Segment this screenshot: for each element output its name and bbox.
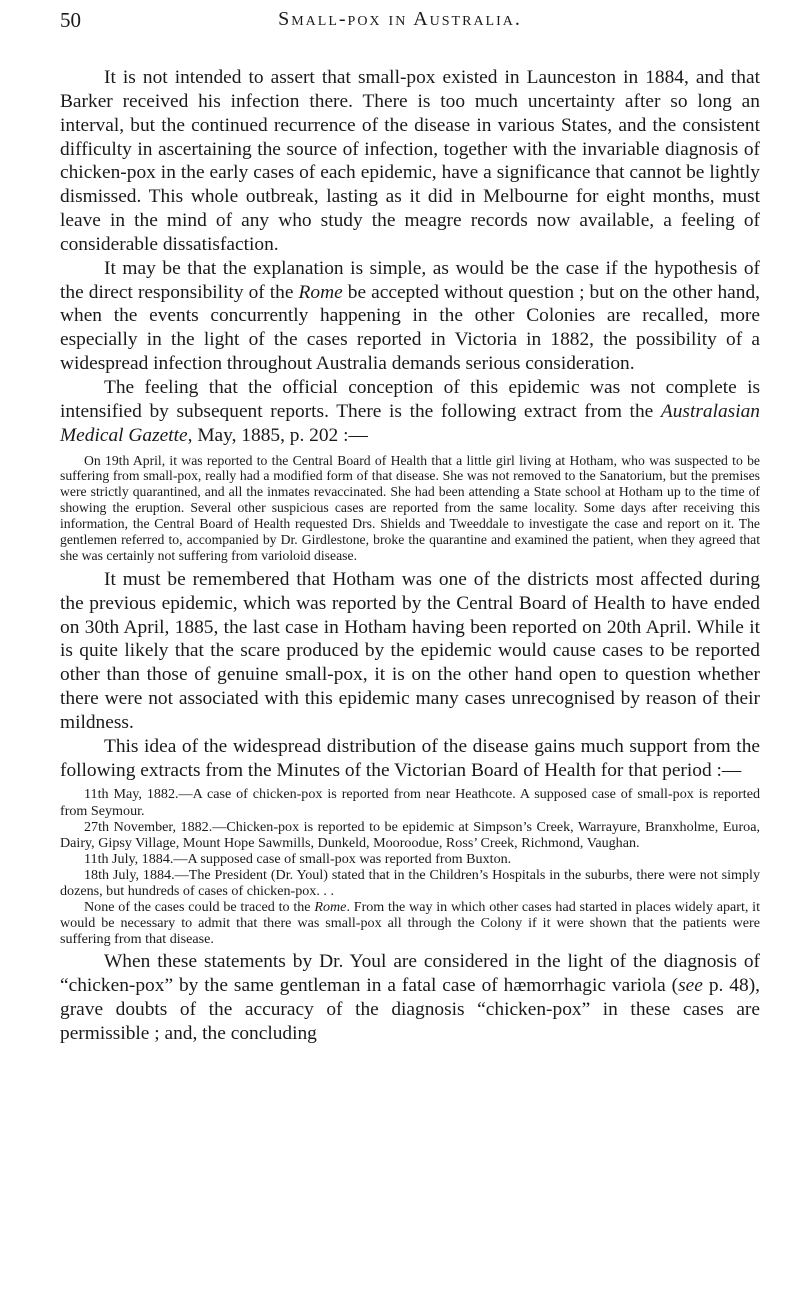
board-minutes-extracts xyxy=(60,786,760,947)
minute-entry: 18th July, 1884.—The President (Dr. Youl) stated that in the Children’s Hospitals in the suburbs, there were not simply dozens, but hundreds of cases of chicken-pox. . . xyxy=(60,866,760,899)
paragraph-hypothesis-end: be accepted without question ; but on the other hand, when the events concurrently happening in the other Colonies are recalled, more especially in the light of the cases reported in Victoria in 1882, the possibility of a widespread infection throughout Australia demands serious consideration. xyxy=(60,281,760,375)
paragraph-widespread: This idea of the widespread distribution of the disease gains much support from the following extracts from the Minutes of the Victorian Board of Health for that period :— xyxy=(60,735,760,781)
paragraph-dr-youl xyxy=(60,950,760,1045)
page-number: 50 xyxy=(60,8,81,32)
paragraph-launceston: It is not intended to assert that small-pox existed in Launceston in 1884, and that Barker received his infection there. There is too much uncertainty after so long an interval, but the continued recurrence of the disease in various States, and the consistent difficulty in ascertaining the source of infection, together with the invariable diagnosis of chicken-pox in the early cases of each epidemic, have a significance that cannot be lightly dismissed. This whole outbreak, lasting as it did in Melbourne for eight months, must leave in the mind of any who study the meagre records now available, a feeling of considerable dissatisfaction. xyxy=(60,67,760,255)
paragraph-hypothesis-start: It may be that the explanation is simple, as would be the case if the hypothesis of the direct responsibility of the xyxy=(60,257,760,303)
paragraph-hotham: It must be remembered that Hotham was one of the districts most affected during the previous epidemic, which was reported by the Central Board of Health to have ended on 30th April, 1885, the last case in Hotham having been reported on 20th April. While it is quite likely that the scare produced by the epidemic would cause cases to be reported other than those of genuine small-pox, it is on the other hand open to question whether there were not associated with this epidemic many cases unrecognised by reason of their mildness. xyxy=(60,568,760,733)
minute-entry: 11th May, 1882.—A case of chicken-pox is reported from near Heathcote. A supposed case of small-pox is reported from Seymour. xyxy=(60,786,760,819)
paragraph-official-start: The feeling that the official conception of this epidemic was not complete is intensified by subsequent reports. There is the following extract from the xyxy=(60,376,760,422)
paragraph-official-end: , May, 1885, p. 202 :— xyxy=(187,424,368,446)
minute-entry: 11th July, 1884.—A supposed case of small-pox was reported from Buxton. xyxy=(84,850,512,867)
page-header xyxy=(0,6,800,40)
body-text xyxy=(60,66,760,1046)
running-head: Small-pox in Australia. xyxy=(278,8,522,30)
minute-entry xyxy=(60,899,760,947)
gazette-extract-quote: On 19th April, it was reported to the Central Board of Health that a little girl living at Hotham, who was suspected to be suffering from small-pox, really had a modified form of that disease. She was not removed to the Sanatorium, but the premises were strictly quarantined, and all the inmates revaccinated. She had been attending a State school at Hotham up to the time of showing the eruption. Several other suspicious cases are reported from the same locality. Some days after receiving this information, the Central Board of Health requested Drs. Shields and Tweeddale to investigate the case and report on it. The gentlemen referred to, accompanied by Dr. Girdlestone, broke the quarantine and examined the patient, when they agreed that she was certainly not suffering from varioloid disease. xyxy=(60,452,760,563)
paragraph-official-conception xyxy=(60,376,760,448)
paragraph-hypothesis xyxy=(60,257,760,376)
journal-title: Australasian Medical Gazette xyxy=(60,400,760,446)
minute-entry-end: . From the way in which other cases had started in places widely apart, it would be necessary to admit that there was small-pox all through the Colony if it were shown that the patients were suffering from that disease. xyxy=(60,899,760,948)
minute-entry-start: None of the cases could be traced to the xyxy=(84,899,315,916)
minute-entry: 27th November, 1882.—Chicken-pox is reported to be epidemic at Simpson’s Creek, Warrayure, Branxholme, Euroa, Dairy, Gipsy Village, Mount Hope Sawmills, Dunkeld, Mooroodue, Ross’ Creek, Richmond, Vaughan. xyxy=(60,818,760,851)
ship-name-rome: Rome xyxy=(314,899,347,916)
ship-name-rome: Rome xyxy=(298,281,343,303)
paragraph-youl-start: When these statements by Dr. Youl are considered in the light of the diagnosis of “chicken-pox” by the same gentleman in a fatal case of hæmorrhagic variola ( xyxy=(60,951,760,997)
paragraph-youl-end: p. 48), grave doubts of the accuracy of the diagnosis “chicken-pox” in these cases are permissible ; and, the concluding xyxy=(60,975,761,1044)
see-reference: see xyxy=(678,975,703,997)
